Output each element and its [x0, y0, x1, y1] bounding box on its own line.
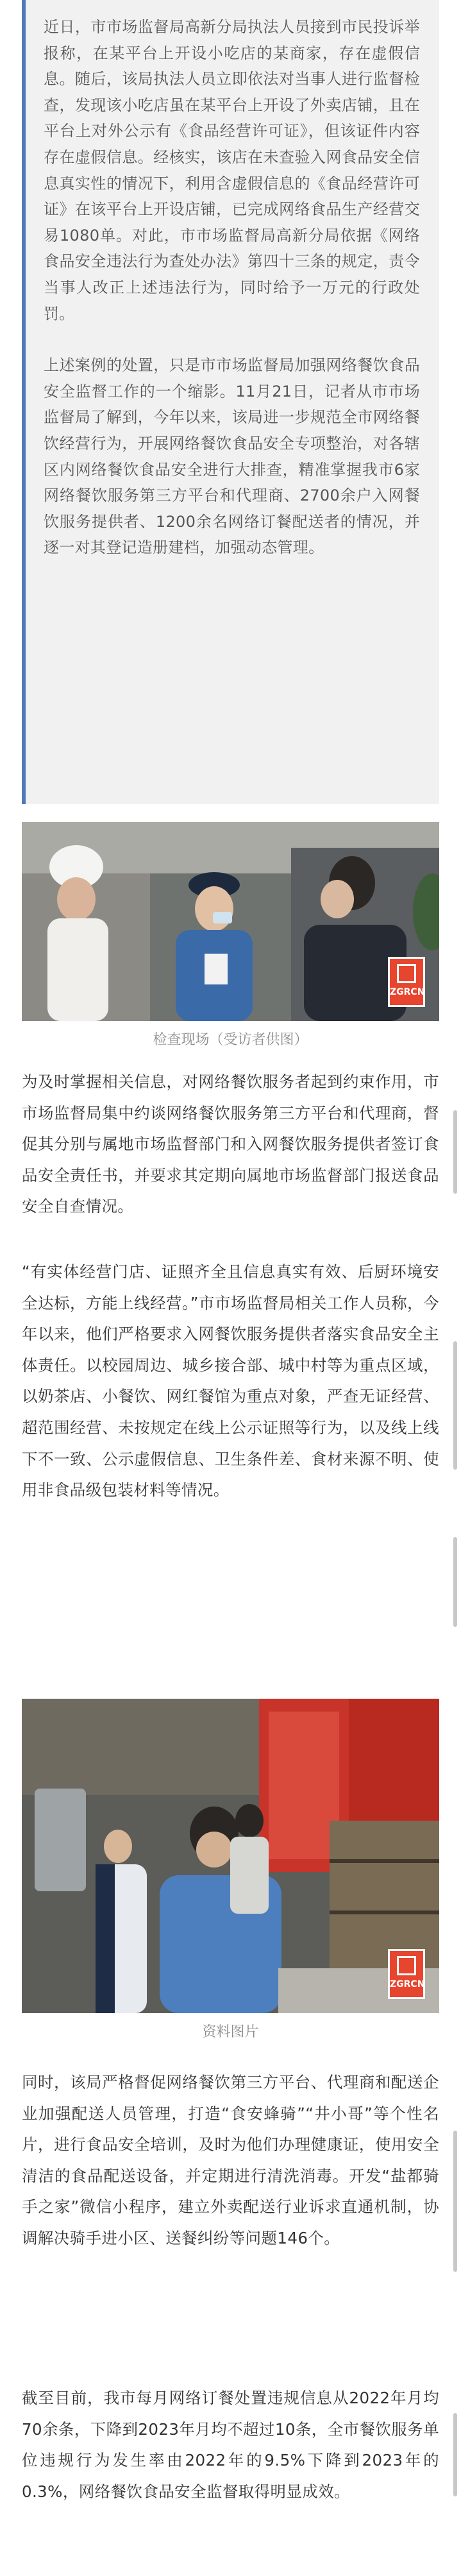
scroll-indicator: [453, 1110, 457, 1194]
body-paragraph: 同时，该局严格督促网络餐饮第三方平台、代理商和配送企业加强配送人员管理，打造“食安蜂骑”“井小哥”等个性名片，进行食品安全培训，及时为他们办理健康证，使用安全清洁的食品配送设备，并定期进行清洗消毒。开发“盐都骑手之家”微信小程序，建立外卖配送行业诉求直通机制，协调解决骑手进小区、送餐纠纷等问题146个。: [22, 2073, 439, 2247]
quote-paragraph: 上述案例的处置，只是市市场监督局加强网络餐饮食品安全监督工作的一个缩影。11月21日，记者从市市场监督局了解到，今年以来，该局进一步规范全市网络餐饮经营行为，开展网络餐饮食品安全专项整治，对各辖区内网络餐饮食品安全进行大排查，精准掌握我市6家网络餐饮服务第三方平台和代理商、2700余户入网餐饮服务提供者、1200余名网络订餐配送者的情况，并逐一对其登记造册建档，加强动态管理。: [44, 356, 420, 557]
figure-inspection-photo: [22, 822, 439, 1051]
watermark-logo-icon: [397, 1956, 416, 1975]
figure-caption: 检查现场（受访者供图）: [153, 1032, 308, 1048]
figure-archive-photo: [22, 1699, 439, 2043]
quote-paragraph: 近日，市市场监督局高新分局执法人员接到市民投诉举报称，在某平台上开设小吃店的某商家，存在虚假信息。随后，该局执法人员立即依法对当事人进行监督检查，发现该小吃店虽在某平台上开设了外卖店铺，且在平台上对外公示有《食品经营许可证》，但该证件内容存在虚假信息。经核实，该店在未查验入网食品安全信息真实性的情况下，利用含虚假信息的《食品经营许可证》在该平台上开设店铺，已完成网络食品生产经营交易1080单。对此，市市场监督局高新分局依据《网络食品安全违法行为查处办法》第四十三条的规定，责令当事人改正上述违法行为，同时给予一万元的行政处罚。: [44, 18, 420, 323]
figure-caption: 资料图片: [202, 2024, 259, 2040]
inspection-photo[interactable]: [22, 822, 439, 1021]
scroll-indicator: [453, 2413, 457, 2496]
inspection-photo-illustration: [22, 822, 439, 1021]
body-paragraph: “有实体经营门店、证照齐全且信息真实有效、后厨环境安全达标，方能上线经营。”市市场监督局相关工作人员称，今年以来，他们严格要求入网餐饮服务提供者落实食品安全主体责任。以校园周边、城乡接合部、城中村等为重点区域，以奶茶店、小餐饮、网红餐馆为重点对象，严查无证经营、超范围经营、未按规定在线上公示证照等行为，以及线上线下不一致、公示虚假信息、卫生条件差、食材来源不明、使用非食品级包装材料等情况。: [22, 1262, 439, 1500]
scroll-indicator: [453, 1341, 457, 1470]
watermark-logo: [388, 1949, 425, 1999]
blockquote-accent-bar: [22, 0, 26, 804]
blockquote: [22, 0, 439, 804]
archive-photo[interactable]: [22, 1699, 439, 2013]
scroll-indicator: [453, 2131, 457, 2272]
scroll-indicator: [453, 1537, 457, 1627]
body-paragraph: 截至目前，我市每月网络订餐处置违规信息从2022年月均70余条，下降到2023年月均不超过10条，全市餐饮服务单位违规行为发生率由2022年的9.5%下降到2023年的0.3%，网络餐饮食品安全监督取得明显成效。: [22, 2389, 439, 2501]
watermark-logo-text: ZGRCN: [390, 987, 425, 997]
archive-photo-illustration: [22, 1699, 439, 2013]
watermark-logo-icon: [397, 964, 416, 983]
watermark-logo-text: ZGRCN: [390, 1979, 425, 1989]
body-paragraph: 为及时掌握相关信息，对网络餐饮服务者起到约束作用，市市场监督局集中约谈网络餐饮服务第三方平台和代理商，督促其分别与属地市场监督部门和入网餐饮服务提供者签订食品安全责任书，并要求其定期向属地市场监督部门报送食品安全自查情况。: [22, 1072, 439, 1216]
watermark-logo: [388, 957, 425, 1007]
